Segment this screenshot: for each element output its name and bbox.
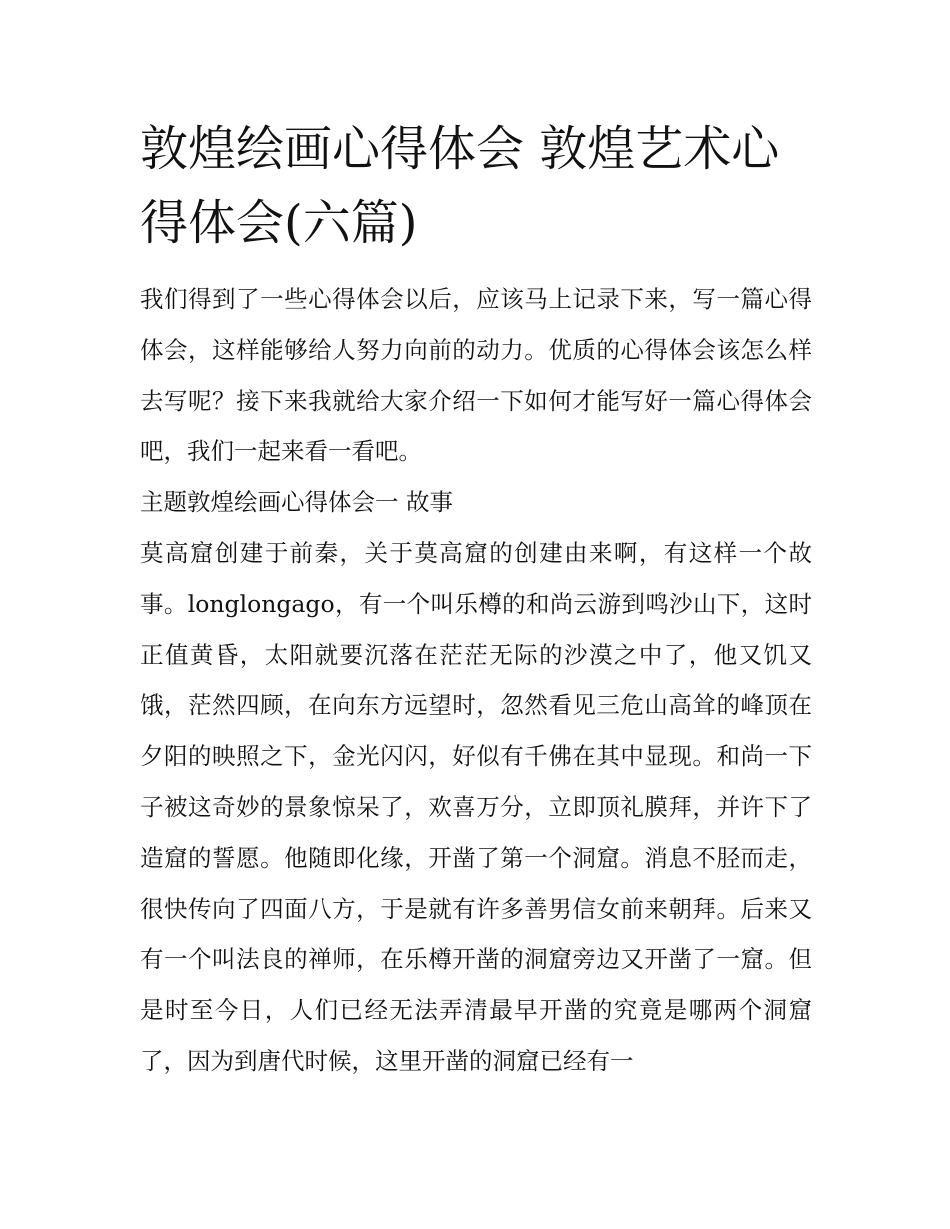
section-heading: 主题敦煌绘画心得体会一 故事 bbox=[140, 488, 453, 516]
document-title: 敦煌绘画心得体会 敦煌艺术心得体会(六篇) bbox=[140, 121, 780, 251]
intro-paragraph: 我们得到了一些心得体会以后，应该马上记录下来，写一篇心得体会，这样能够给人努力向前的动力。优质的心得体会该怎么样去写呢？接下来我就给大家介绍一下如何才能写好一篇心得体会吧，我们一起来看一看吧。 bbox=[140, 285, 812, 466]
story-paragraph: 莫高窟创建于前秦，关于莫高窟的创建由来啊，有这样一个故事。longlongago，有一个叫乐樽的和尚云游到鸣沙山下，这时正值黄昏，太阳就要沉落在茫茫无际的沙漠之中了，他又饥又饿，茫然四顾，在向东方远望时，忽然看见三危山高耸的峰顶在夕阳的映照之下，金光闪闪，好似有千佛在其中显现。和尚一下子被这奇妙的景象惊呆了，欢喜万分，立即顶礼膜拜，并许下了造窟的誓愿。他随即化缘，开凿了第一个洞窟。消息不胫而走，很快传向了四面八方，于是就有许多善男信女前来朝拜。后来又有一个叫法良的禅师，在乐樽开凿的洞窟旁边又开凿了一窟。但是时至今日，人们已经无法弄清最早开凿的究竟是哪两个洞窟了，因为到唐代时候，这里开凿的洞窟已经有一 bbox=[140, 539, 812, 1075]
